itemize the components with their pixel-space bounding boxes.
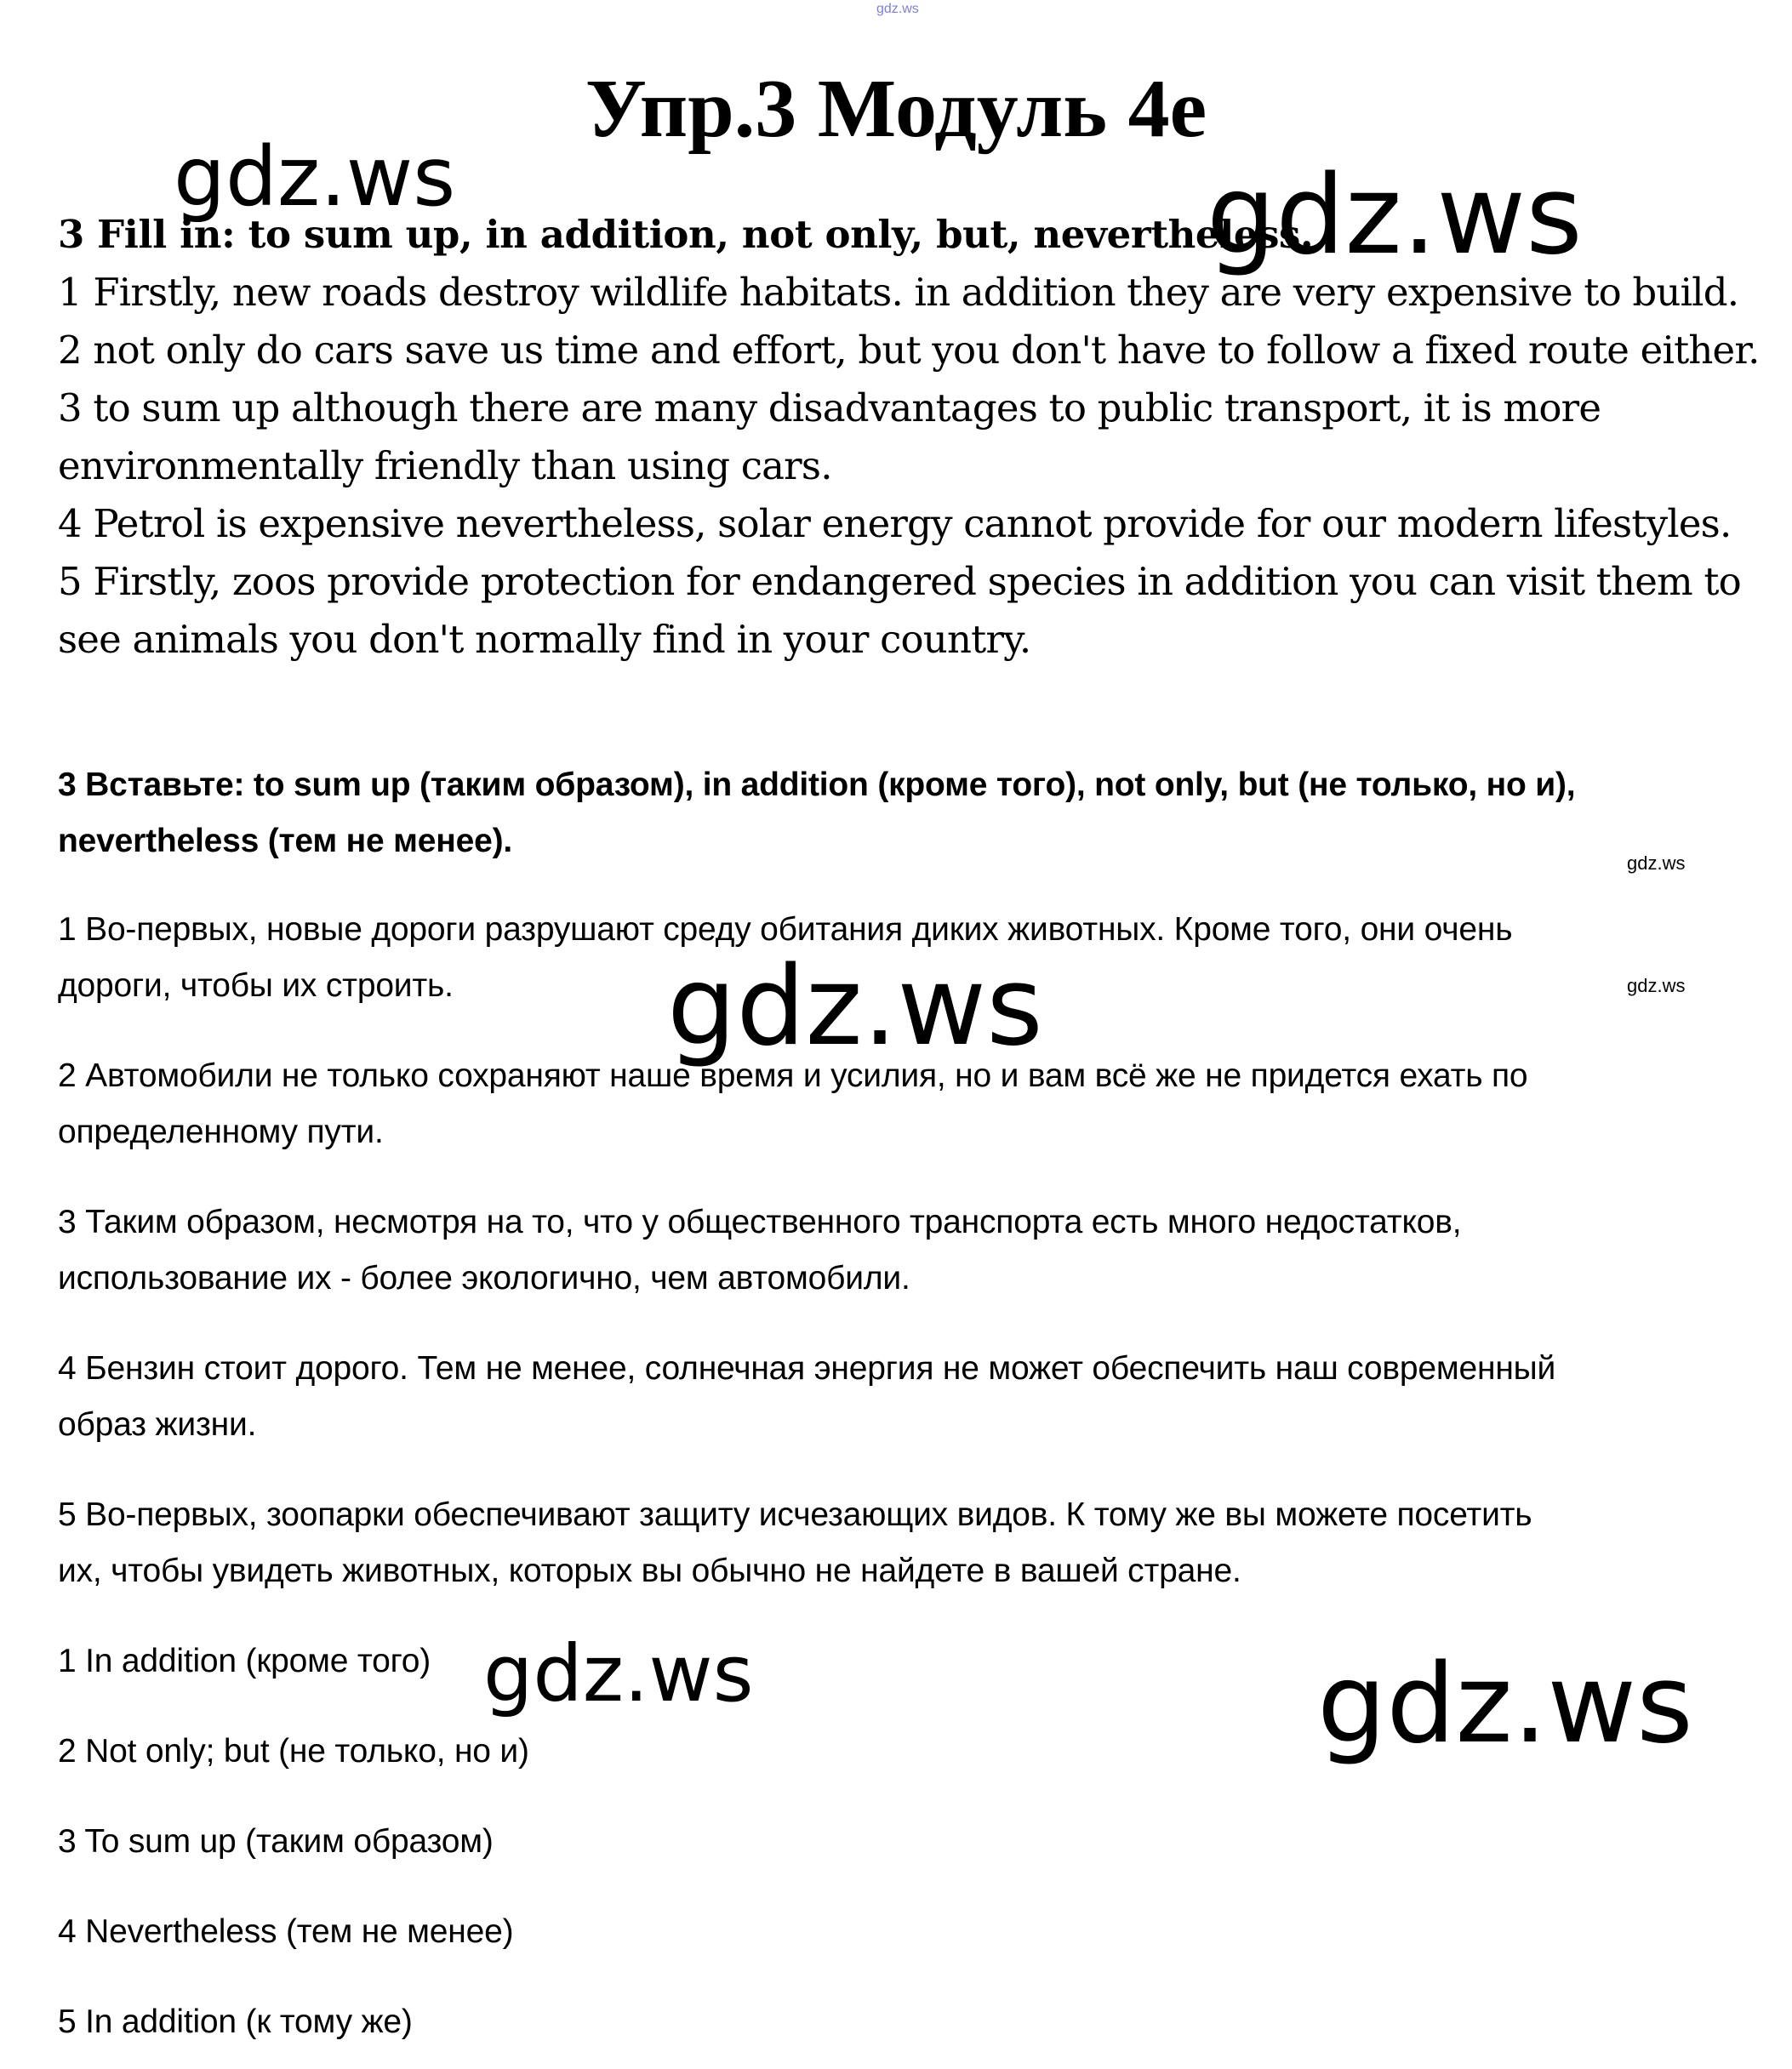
answer-line: 3 To sum up (таким образом) [58,1823,494,1860]
english-line: 5 Firstly, zoos provide protection for endangered species in addition you can visit them to [58,559,1741,604]
answer-line: 5 In addition (к тому же) [58,2003,413,2040]
small-watermark: gdz.ws [1627,975,1686,996]
answer-line: 4 Nevertheless (тем не менее) [58,1913,514,1950]
watermark: gdz.ws [1317,1641,1693,1768]
russian-item-line: 1 Во-первых, новые дороги разрушают среду обитания диких животных. Кроме того, они очень [58,911,1513,948]
russian-item-line: 4 Бензин стоит дорого. Тем не менее, солнечная энергия не может обеспечить наш современный [58,1350,1556,1387]
watermark: gdz.ws [667,943,1043,1070]
watermark: gdz.ws [174,129,456,225]
page-title: Упр.3 Модуль 4е [585,63,1207,155]
english-line: environmentally friendly than using cars. [58,443,832,488]
russian-heading: 3 Вставьте: to sum up (таким образом), in addition (кроме того), not only, but (не только, но и), [58,767,1576,803]
top-watermark: gdz.ws [876,2,919,16]
russian-heading: nevertheless (тем не менее). [58,823,513,859]
russian-item-line: 2 Автомобили не только сохраняют наше время и усилия, но и вам всё же не придется ехать по [58,1057,1528,1094]
english-line: 2 not only do cars save us time and effort, but you don't have to follow a fixed route either. [58,328,1760,373]
small-watermark: gdz.ws [1627,852,1686,874]
english-line: 1 Firstly, new roads destroy wildlife habitats. in addition they are very expensive to build. [58,270,1739,315]
answer-line: 1 In addition (кроме того) [58,1643,431,1679]
russian-item-line: образ жизни. [58,1406,257,1443]
russian-item-line: определенному пути. [58,1114,384,1150]
russian-item-line: использование их - более экологично, чем автомобили. [58,1260,910,1297]
russian-item-line: их, чтобы увидеть животных, которых вы обычно не найдете в вашей стране. [58,1553,1241,1589]
watermark: gdz.ws [1207,152,1583,279]
russian-item-line: дороги, чтобы их строить. [58,967,454,1004]
answer-line: 2 Not only; but (не только, но и) [58,1733,529,1770]
watermark: gdz.ws [483,1628,754,1719]
english-line: 4 Petrol is expensive nevertheless, solar energy cannot provide for our modern lifestyles. [58,501,1732,546]
russian-item-line: 5 Во-первых, зоопарки обеспечивают защиту исчезающих видов. К тому же вы можете посетить [58,1496,1532,1533]
russian-item-line: 3 Таким образом, несмотря на то, что у общественного транспорта есть много недостатков, [58,1204,1462,1240]
english-line: see animals you don't normally find in your country. [58,617,1031,662]
english-line: 3 to sum up although there are many disadvantages to public transport, it is more [58,385,1601,430]
english-heading: 3 Fill in: to sum up, in addition, not only, but, nevertheless. [58,212,1314,257]
